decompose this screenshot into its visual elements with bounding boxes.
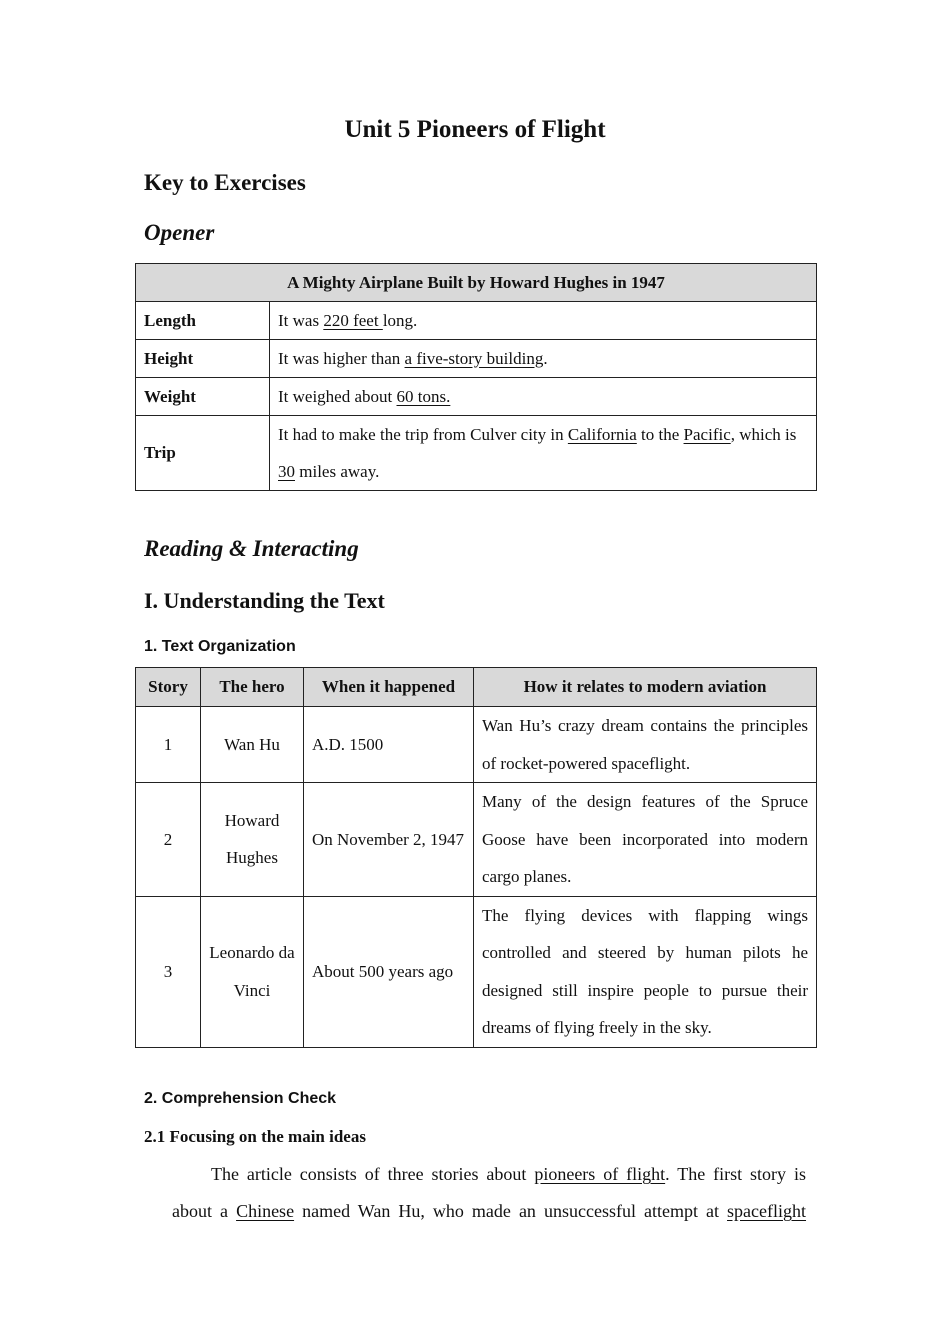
- column-header: How it relates to modern aviation: [474, 668, 817, 707]
- cell-when: A.D. 1500: [304, 707, 474, 783]
- height-value: [270, 340, 817, 378]
- subheading-main-ideas: 2.1 Focusing on the main ideas: [144, 1127, 366, 1146]
- text-span: It was: [278, 310, 324, 330]
- table-row: [136, 302, 817, 340]
- table-header-row: [136, 668, 817, 707]
- text-span: named Wan Hu, who made an unsuccessful attempt at: [294, 1201, 728, 1221]
- cell-story: 2: [136, 783, 201, 897]
- table-row: [136, 378, 817, 416]
- text-span: , which is: [730, 425, 797, 444]
- text-span: . The first story is: [665, 1164, 806, 1184]
- cell-hero: Leonardo da Vinci: [201, 896, 304, 1047]
- answer-blank: 60 tons.: [396, 386, 451, 406]
- text-span: .: [543, 348, 548, 368]
- cell-how: Many of the design features of the Spruce Goose have been incorporated into modern cargo planes.: [474, 783, 817, 897]
- text-span: miles away.: [295, 462, 380, 481]
- column-header: Story: [136, 668, 201, 707]
- answer-blank: Chinese: [236, 1201, 295, 1221]
- text-span: long.: [382, 310, 418, 330]
- cell-hero: Wan Hu: [201, 707, 304, 783]
- weight-value: [270, 378, 817, 416]
- answer-blank: 220 feet: [323, 310, 383, 330]
- text-span: to the: [636, 425, 684, 444]
- opener-table-header: A Mighty Airplane Built by Howard Hughes in 1947: [136, 264, 817, 302]
- opener-table: [135, 263, 817, 491]
- weight-label: Weight: [136, 378, 270, 416]
- reading-heading: Reading & Interacting: [144, 536, 359, 561]
- cell-hero: Howard Hughes: [201, 783, 304, 897]
- section-heading: I. Understanding the Text: [144, 588, 385, 613]
- answer-blank: Pacific: [683, 425, 731, 444]
- cell-story: 1: [136, 707, 201, 783]
- cell-when: On November 2, 1947: [304, 783, 474, 897]
- trip-label: Trip: [136, 416, 270, 491]
- column-header: The hero: [201, 668, 304, 707]
- paragraph-line: [172, 1156, 806, 1193]
- answer-blank: a five-story building: [404, 348, 544, 368]
- cell-how: The flying devices with flapping wings controlled and steered by human pilots he designed still inspire people to pursue their dreams of flying freely in the sky.: [474, 896, 817, 1047]
- cell-how: Wan Hu’s crazy dream contains the principles of rocket-powered spaceflight.: [474, 707, 817, 783]
- cell-story: 3: [136, 896, 201, 1047]
- text-span: about a: [172, 1201, 237, 1221]
- cell-when: About 500 years ago: [304, 896, 474, 1047]
- table-row: [136, 896, 817, 1047]
- text-organization-table: [135, 667, 817, 1048]
- column-header: When it happened: [304, 668, 474, 707]
- subheading-comprehension-check: 2. Comprehension Check: [144, 1090, 337, 1107]
- subheading-text-organization: 1. Text Organization: [144, 638, 296, 655]
- table-row: [136, 707, 817, 783]
- trip-value: [270, 416, 817, 491]
- paragraph-line: [172, 1193, 806, 1230]
- page-title: Unit 5 Pioneers of Flight: [344, 116, 606, 143]
- height-label: Height: [136, 340, 270, 378]
- main-ideas-paragraph: [172, 1156, 806, 1230]
- length-label: Length: [136, 302, 270, 340]
- opener-heading: Opener: [144, 220, 215, 245]
- length-value: [270, 302, 817, 340]
- answer-blank: 30: [278, 462, 295, 481]
- text-span: It was higher than: [278, 348, 405, 368]
- text-span: The article consists of three stories about: [211, 1164, 535, 1184]
- table-row: [136, 783, 817, 897]
- answer-blank: pioneers of flight: [534, 1164, 666, 1184]
- text-span: It had to make the trip from Culver city in: [278, 425, 568, 444]
- answer-blank: California: [567, 425, 637, 444]
- key-heading: Key to Exercises: [144, 170, 306, 195]
- table-row: [136, 340, 817, 378]
- table-row: [136, 416, 817, 491]
- answer-blank: spaceflight: [727, 1201, 807, 1221]
- text-span: It weighed about: [278, 386, 397, 406]
